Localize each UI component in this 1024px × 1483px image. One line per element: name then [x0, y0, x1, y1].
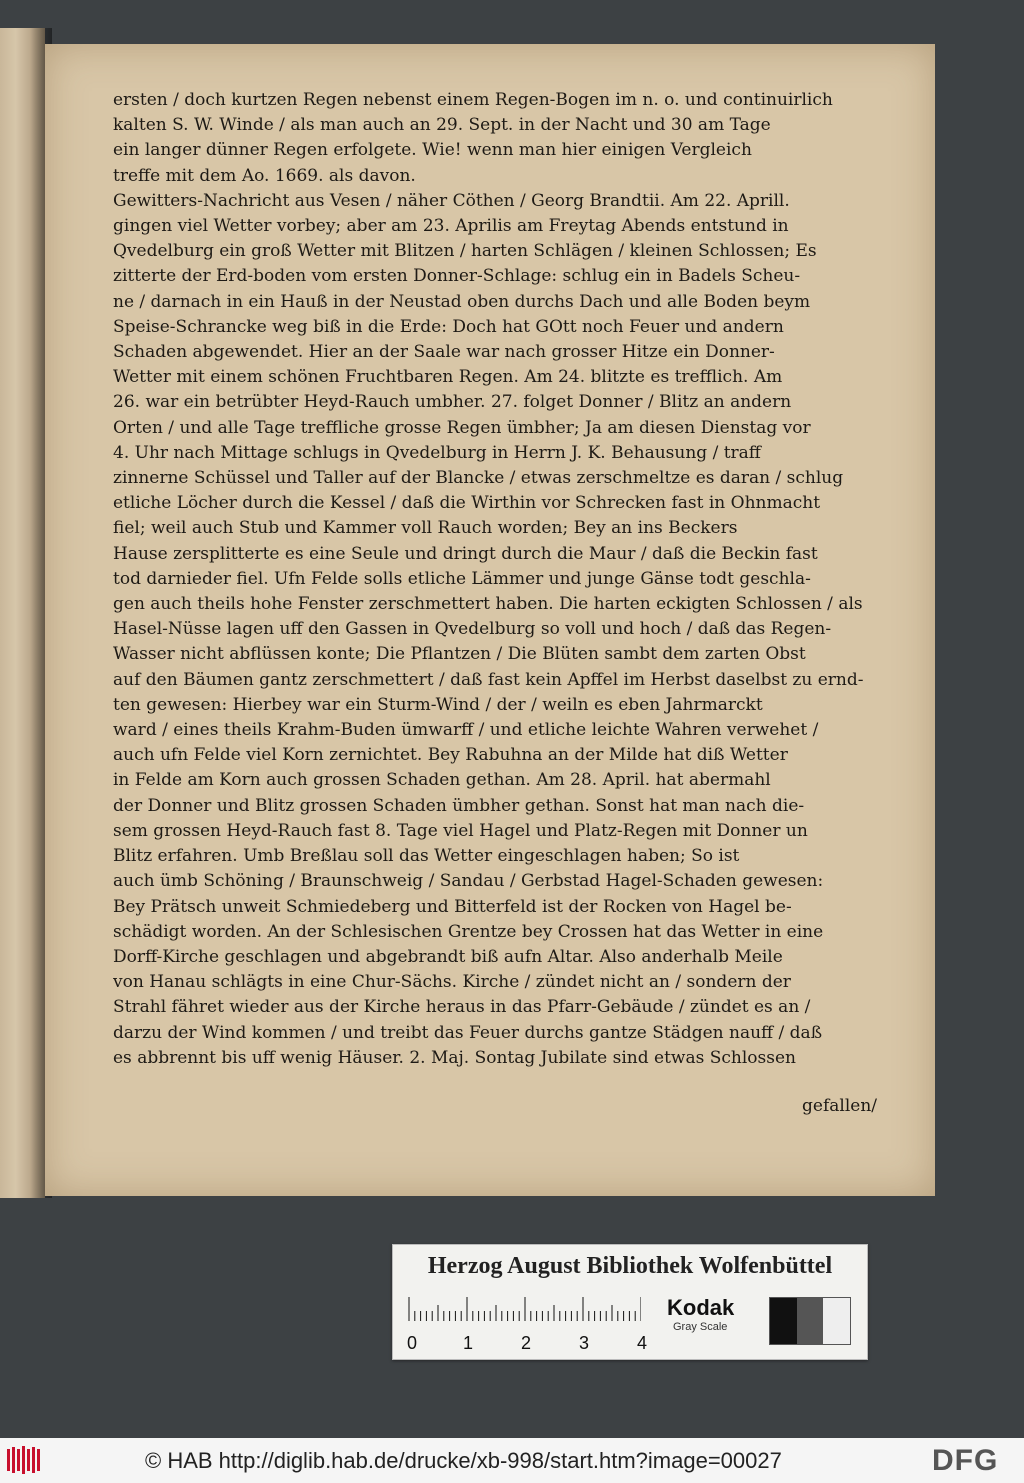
text-line: Schaden abgewendet. Hier an der Saale war nach grosser Hitze ein Donner-	[113, 342, 775, 363]
text-line: darzu der Wind kommen / und treibt das Feuer durchs gantze Städgen nauff / daß	[113, 1022, 823, 1043]
text-line: Orten / und alle Tage treffliche grosse Regen ümbher; Ja am diesen Dienstag vor	[113, 417, 811, 438]
text-line: ward / eines theils Krahm-Buden ümwarff / und etliche leichte Wahren verwehet /	[113, 720, 819, 741]
text-line: schädigt worden. An der Schlesischen Grentze bey Crossen hat das Wetter in eine	[113, 921, 824, 942]
text-line: Gewitters-Nachricht aus Vesen / näher Cöthen / Georg Brandtii. Am 22. Aprill.	[113, 190, 790, 211]
copyright-link[interactable]: © HAB http://diglib.hab.de/drucke/xb-998/start.htm?image=00027	[145, 1448, 782, 1473]
footer-bar	[0, 1438, 1024, 1483]
page-text	[113, 88, 873, 1071]
text-line: 26. war ein betrübter Heyd-Rauch umbher. 27. folget Donner / Blitz an andern	[113, 392, 792, 413]
document-page	[45, 44, 935, 1196]
gray-swatch	[770, 1298, 797, 1344]
ruler-label: 2	[521, 1333, 532, 1353]
text-line: Qvedelburg ein groß Wetter mit Blitzen / harten Schlägen / kleinen Schlossen; Es	[113, 241, 817, 262]
text-line: Hause zersplitterte es eine Seule und dringt durch die Maur / daß die Beckin fast	[113, 543, 818, 564]
text-line: kalten S. W. Winde / als man auch an 29. Sept. in der Nacht und 30 am Tage	[113, 115, 771, 136]
library-name: Herzog August Bibliothek Wolfenbüttel	[427, 1253, 833, 1279]
text-line: Speise-Schrancke weg biß in die Erde: Doch hat GOtt noch Feuer und andern	[113, 316, 784, 337]
text-line: zinnerne Schüssel und Taller auf der Blancke / etwas zerschmeltze es daran / schlug	[113, 468, 844, 489]
text-line: ne / darnach in ein Hauß in der Neustad oben durchs Dach und alle Boden beym	[113, 291, 811, 312]
library-label-card	[392, 1244, 868, 1360]
text-line: tod darnieder fiel. Ufn Felde solls etliche Lämmer und junge Gänse todt geschla-	[113, 568, 811, 589]
text-line: treffe mit dem Ao. 1669. als davon.	[113, 165, 416, 186]
text-line: zitterte der Erd-boden vom ersten Donner-Schlage: schlug ein in Badels Scheu-	[113, 266, 801, 287]
gray-swatch	[797, 1298, 824, 1344]
text-line: Bey Prätsch unweit Schmiedeberg und Bitterfeld ist der Rocken von Hagel be-	[113, 896, 792, 917]
text-line: Strahl fähret wieder aus der Kirche heraus in das Pfarr-Gebäude / zündet es an /	[113, 997, 811, 1018]
text-line: in Felde am Korn auch grossen Schaden gethan. Am 28. April. hat abermahl	[113, 770, 771, 791]
text-line: es abbrennt bis uff wenig Häuser. 2. Maj. Sontag Jubilate sind etwas Schlossen	[113, 1047, 796, 1068]
ruler-label: 4	[637, 1333, 648, 1353]
text-line: ersten / doch kurtzen Regen nebenst einem Regen-Bogen im n. o. und continuirlich	[113, 90, 833, 110]
kodak-brand: Kodak	[667, 1295, 735, 1320]
text-line: der Donner und Blitz grossen Schaden ümbher gethan. Sonst hat man nach die-	[113, 795, 805, 816]
text-line: ten gewesen: Hierbey war ein Sturm-Wind / der / weiln es eben Jahrmarckt	[113, 694, 763, 715]
text-line: von Hanau schlägts in eine Chur-Sächs. Kirche / zündet nicht an / sondern der	[113, 972, 791, 993]
ruler-label: 0	[407, 1333, 418, 1353]
text-line: sem grossen Heyd-Rauch fast 8. Tage viel Hagel und Platz-Regen mit Donner un	[113, 820, 808, 841]
gray-swatches	[769, 1297, 851, 1345]
hab-logo-icon	[6, 1445, 40, 1475]
catchword: gefallen/	[802, 1096, 877, 1116]
ruler-scale	[407, 1297, 641, 1321]
text-line: auch ufn Felde viel Korn zernichtet. Bey Rabuhna an der Milde hat diß Wetter	[113, 745, 788, 766]
text-line: 4. Uhr nach Mittage schlugs in Qvedelburg in Herrn J. K. Behausung / traff	[113, 442, 761, 463]
text-line: Dorff-Kirche geschlagen und abgebrandt biß aufn Altar. Also anderhalb Meile	[113, 946, 783, 967]
gray-swatch	[823, 1298, 850, 1344]
text-line: gingen viel Wetter vorbey; aber am 23. Aprilis am Freytag Abends entstund in	[113, 216, 789, 237]
text-line: Blitz erfahren. Umb Breßlau soll das Wetter eingeschlagen haben; So ist	[113, 846, 740, 867]
text-line: Hasel-Nüsse lagen uff den Gassen in Qvedelburg so voll und hoch / daß das Regen-	[113, 619, 832, 640]
text-line: etliche Löcher durch die Kessel / daß die Wirthin vor Schrecken fast in Ohnmacht	[113, 493, 821, 514]
ruler-label: 3	[579, 1333, 590, 1353]
text-line: ein langer dünner Regen erfolgete. Wie! wenn man hier einigen Vergleich	[113, 140, 752, 161]
gray-scale-caption: Gray Scale	[673, 1321, 728, 1333]
text-line: Wasser nicht abflüssen konte; Die Pflantzen / Die Blüten sambt dem zarten Obst	[113, 644, 806, 665]
text-line: auch ümb Schöning / Braunschweig / Sandau / Gerbstad Hagel-Schaden gewesen:	[113, 871, 824, 892]
text-line: Wetter mit einem schönen Fruchtbaren Regen. Am 24. blitzte es trefflich. Am	[113, 367, 783, 388]
text-line: gen auch theils hohe Fenster zerschmettert haben. Die harten eckigten Schlossen / als	[113, 594, 863, 615]
dfg-logo: DFG	[932, 1444, 999, 1477]
text-line: auf den Bäumen gantz zerschmettert / daß fast kein Apffel im Herbst daselbst zu ernd-	[113, 669, 864, 690]
text-line: fiel; weil auch Stub und Kammer voll Rauch worden; Bey an ins Beckers	[113, 518, 738, 539]
ruler-label: 1	[463, 1333, 474, 1353]
